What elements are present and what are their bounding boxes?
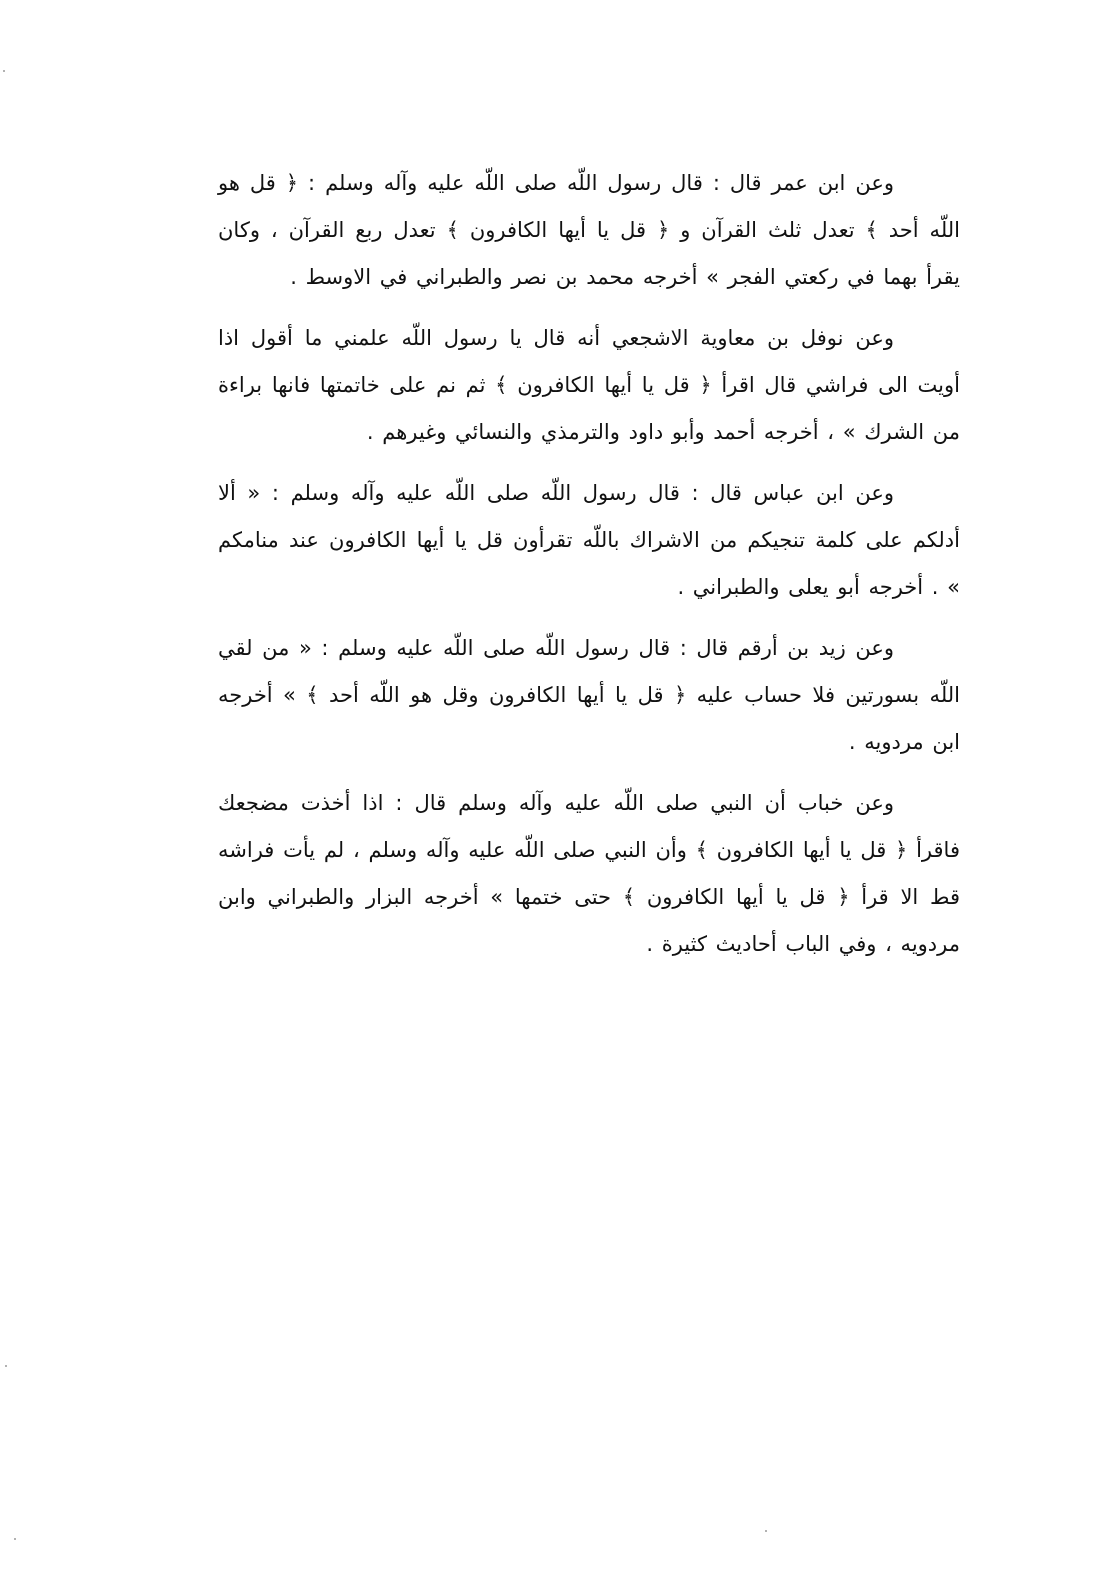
scan-speck bbox=[3, 70, 5, 72]
paragraph-nawfal: وعن نوفل بن معاوية الاشجعي أنه قال يا رسول اللّه علمني ما أقول اذا أويت الى فراشي قال اقرأ ﴿ قل يا أيها الكافرون ﴾ ثم نم على خاتمتها فانها براءة من الشرك » ، أخرجه أحمد وأبو داود والترمذي والنسائي وغيرهم . bbox=[218, 326, 960, 444]
document-body bbox=[218, 160, 960, 982]
paragraph-khabbab: وعن خباب أن النبي صلى اللّه عليه وآله وسلم قال : اذا أخذت مضجعك فاقرأ ﴿ قل يا أيها الكافرون ﴾ وأن النبي صلى اللّه عليه وآله وسلم ، لم يأت فراشه قط الا قرأ ﴿ قل يا أيها الكافرون ﴾ حتى ختمها » أخرجه البزار والطبراني وابن مردويه ، وفي الباب أحاديث كثيرة . bbox=[218, 791, 960, 956]
scan-speck bbox=[5, 1365, 7, 1367]
paragraph-ibn-umar: وعن ابن عمر قال : قال رسول اللّه صلى اللّه عليه وآله وسلم : ﴿ قل هو اللّه أحد ﴾ تعدل ثلث القرآن و ﴿ قل يا أيها الكافرون ﴾ تعدل ربع القرآن ، وكان يقرأ بهما في ركعتي الفجر » أخرجه محمد بن نصر والطبراني في الاوسط . bbox=[218, 171, 960, 289]
scan-speck bbox=[14, 1538, 16, 1540]
paragraph-ibn-abbas: وعن ابن عباس قال : قال رسول اللّه صلى اللّه عليه وآله وسلم : « ألا أدلكم على كلمة تنجيكم من الاشراك باللّه تقرأون قل يا أيها الكافرون عند منامكم » . أخرجه أبو يعلى والطبراني . bbox=[218, 481, 960, 599]
paragraph-zayd: وعن زيد بن أرقم قال : قال رسول اللّه صلى اللّه عليه وسلم : « من لقي اللّه بسورتين فلا حساب عليه ﴿ قل يا أيها الكافرون وقل هو اللّه أحد ﴾ » أخرجه ابن مردويه . bbox=[218, 636, 960, 754]
scan-speck bbox=[765, 1530, 767, 1532]
